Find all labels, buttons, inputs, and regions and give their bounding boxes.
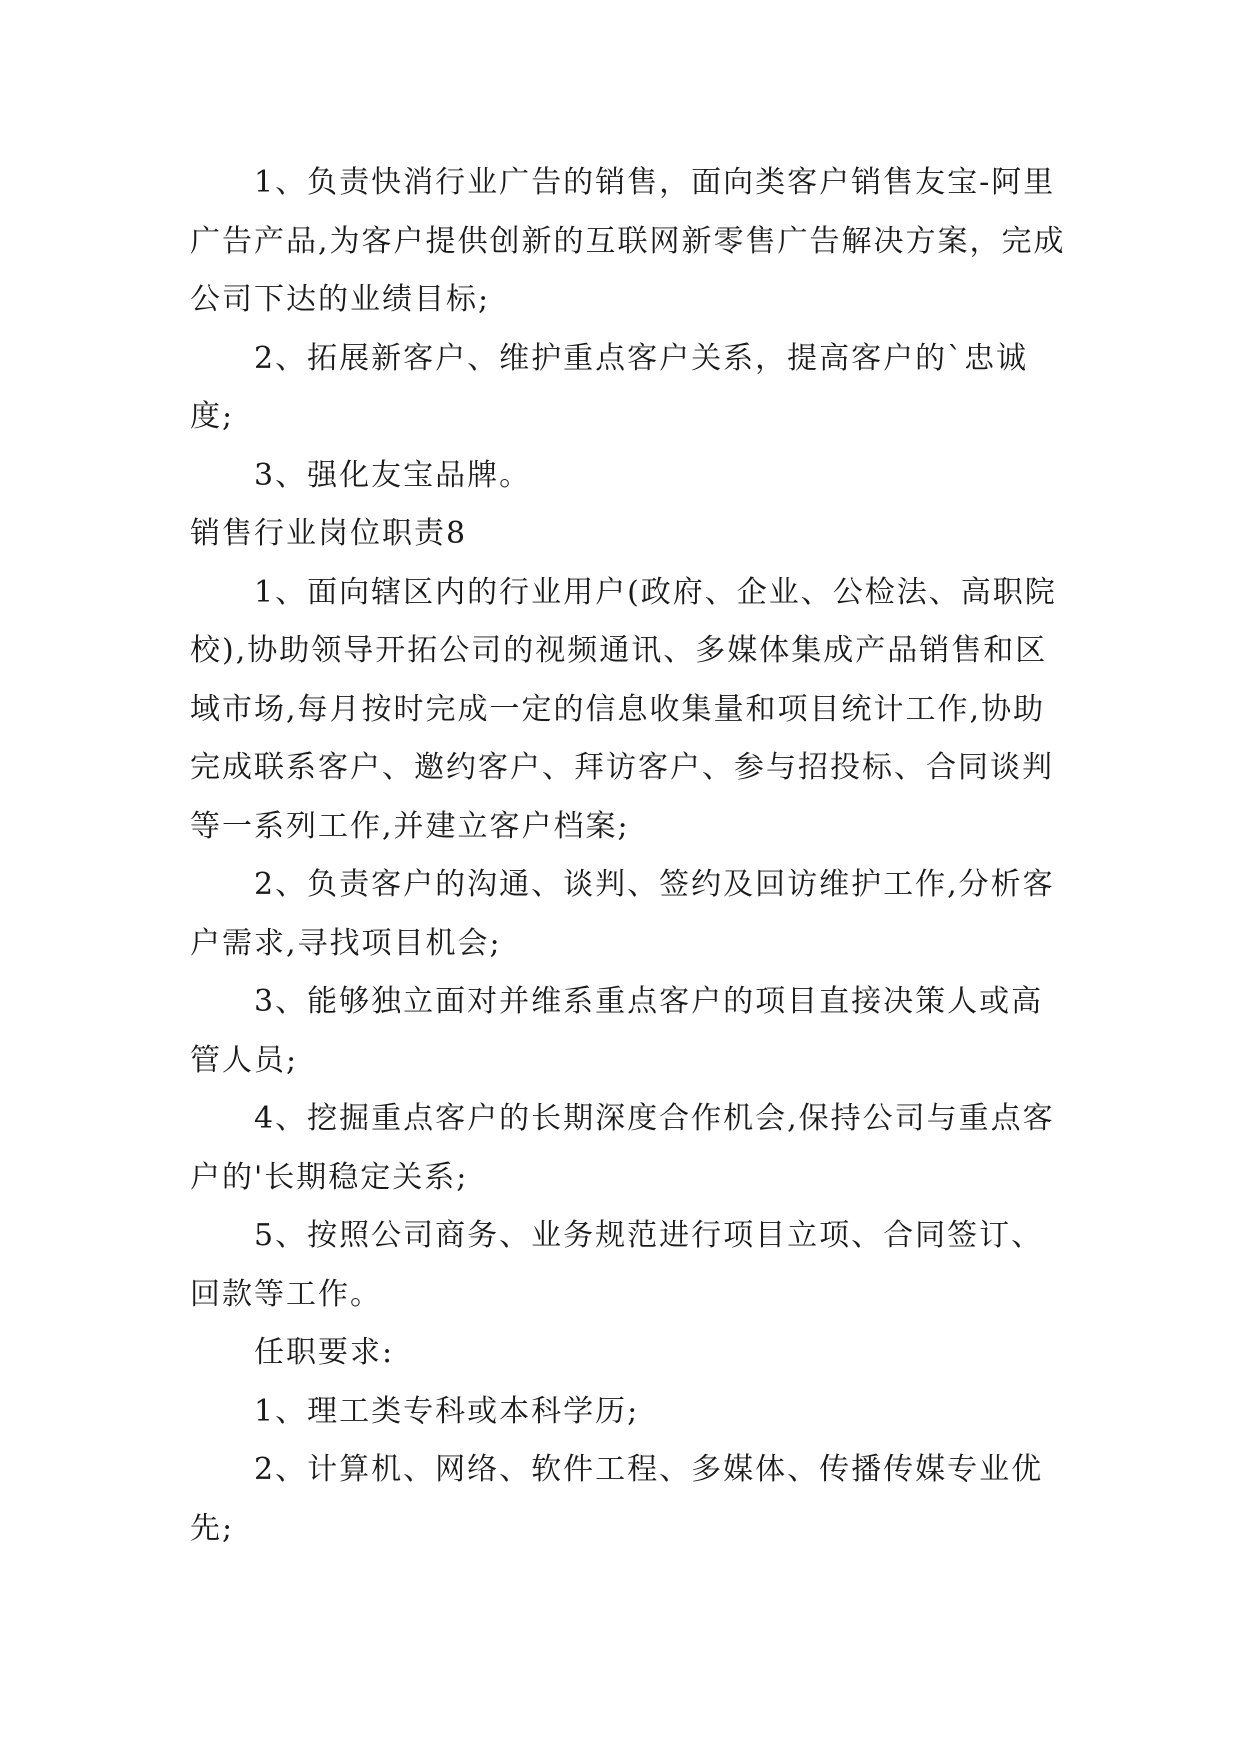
paragraph-item-10: 2、计算机、网络、软件工程、多媒体、传播传媒专业优先;: [190, 1452, 1044, 1546]
paragraph-item-7: 4、挖掘重点客户的长期深度合作机会,保持公司与重点客户的'长期稳定关系;: [190, 1101, 1055, 1195]
paragraph-item-8: 5、按照公司商务、业务规范进行项目立项、合同签订、回款等工作。: [190, 1218, 1044, 1312]
document-body: [190, 154, 1070, 1558]
requirements-heading: 任职要求:: [254, 1335, 395, 1370]
paragraph-item-3: 3、强化友宝品牌。: [254, 457, 532, 493]
paragraph-item-6: 3、能够独立面对并维系重点客户的项目直接决策人或高管人员;: [190, 984, 1044, 1078]
paragraph-item-9: 1、理工类专科或本科学历;: [254, 1393, 640, 1429]
paragraph-item-5: 2、负责客户的沟通、谈判、签约及回访维护工作,分析客户需求,寻找项目机会;: [190, 867, 1055, 961]
paragraph-item-2: 2、拓展新客户、维护重点客户关系，提高客户的`忠诚度;: [190, 340, 1029, 434]
paragraph-item-4: 1、面向辖区内的行业用户(政府、企业、公检法、高职院校),协助领导开拓公司的视频通讯、多媒体集成产品销售和区域市场,每月按时完成一定的信息收集量和项目统计工作,协助完成联系客户、邀约客户、拜访客户、参与招投标、合同谈判等一系列工作,并建立客户档案;: [190, 574, 1057, 844]
section-heading: 销售行业岗位职责8: [190, 516, 468, 551]
paragraph-item-1: 1、负责快消行业广告的销售，面向类客户销售友宝-阿里广告产品,为客户提供创新的互联网新零售广告解决方案，完成公司下达的业绩目标;: [190, 165, 1066, 317]
